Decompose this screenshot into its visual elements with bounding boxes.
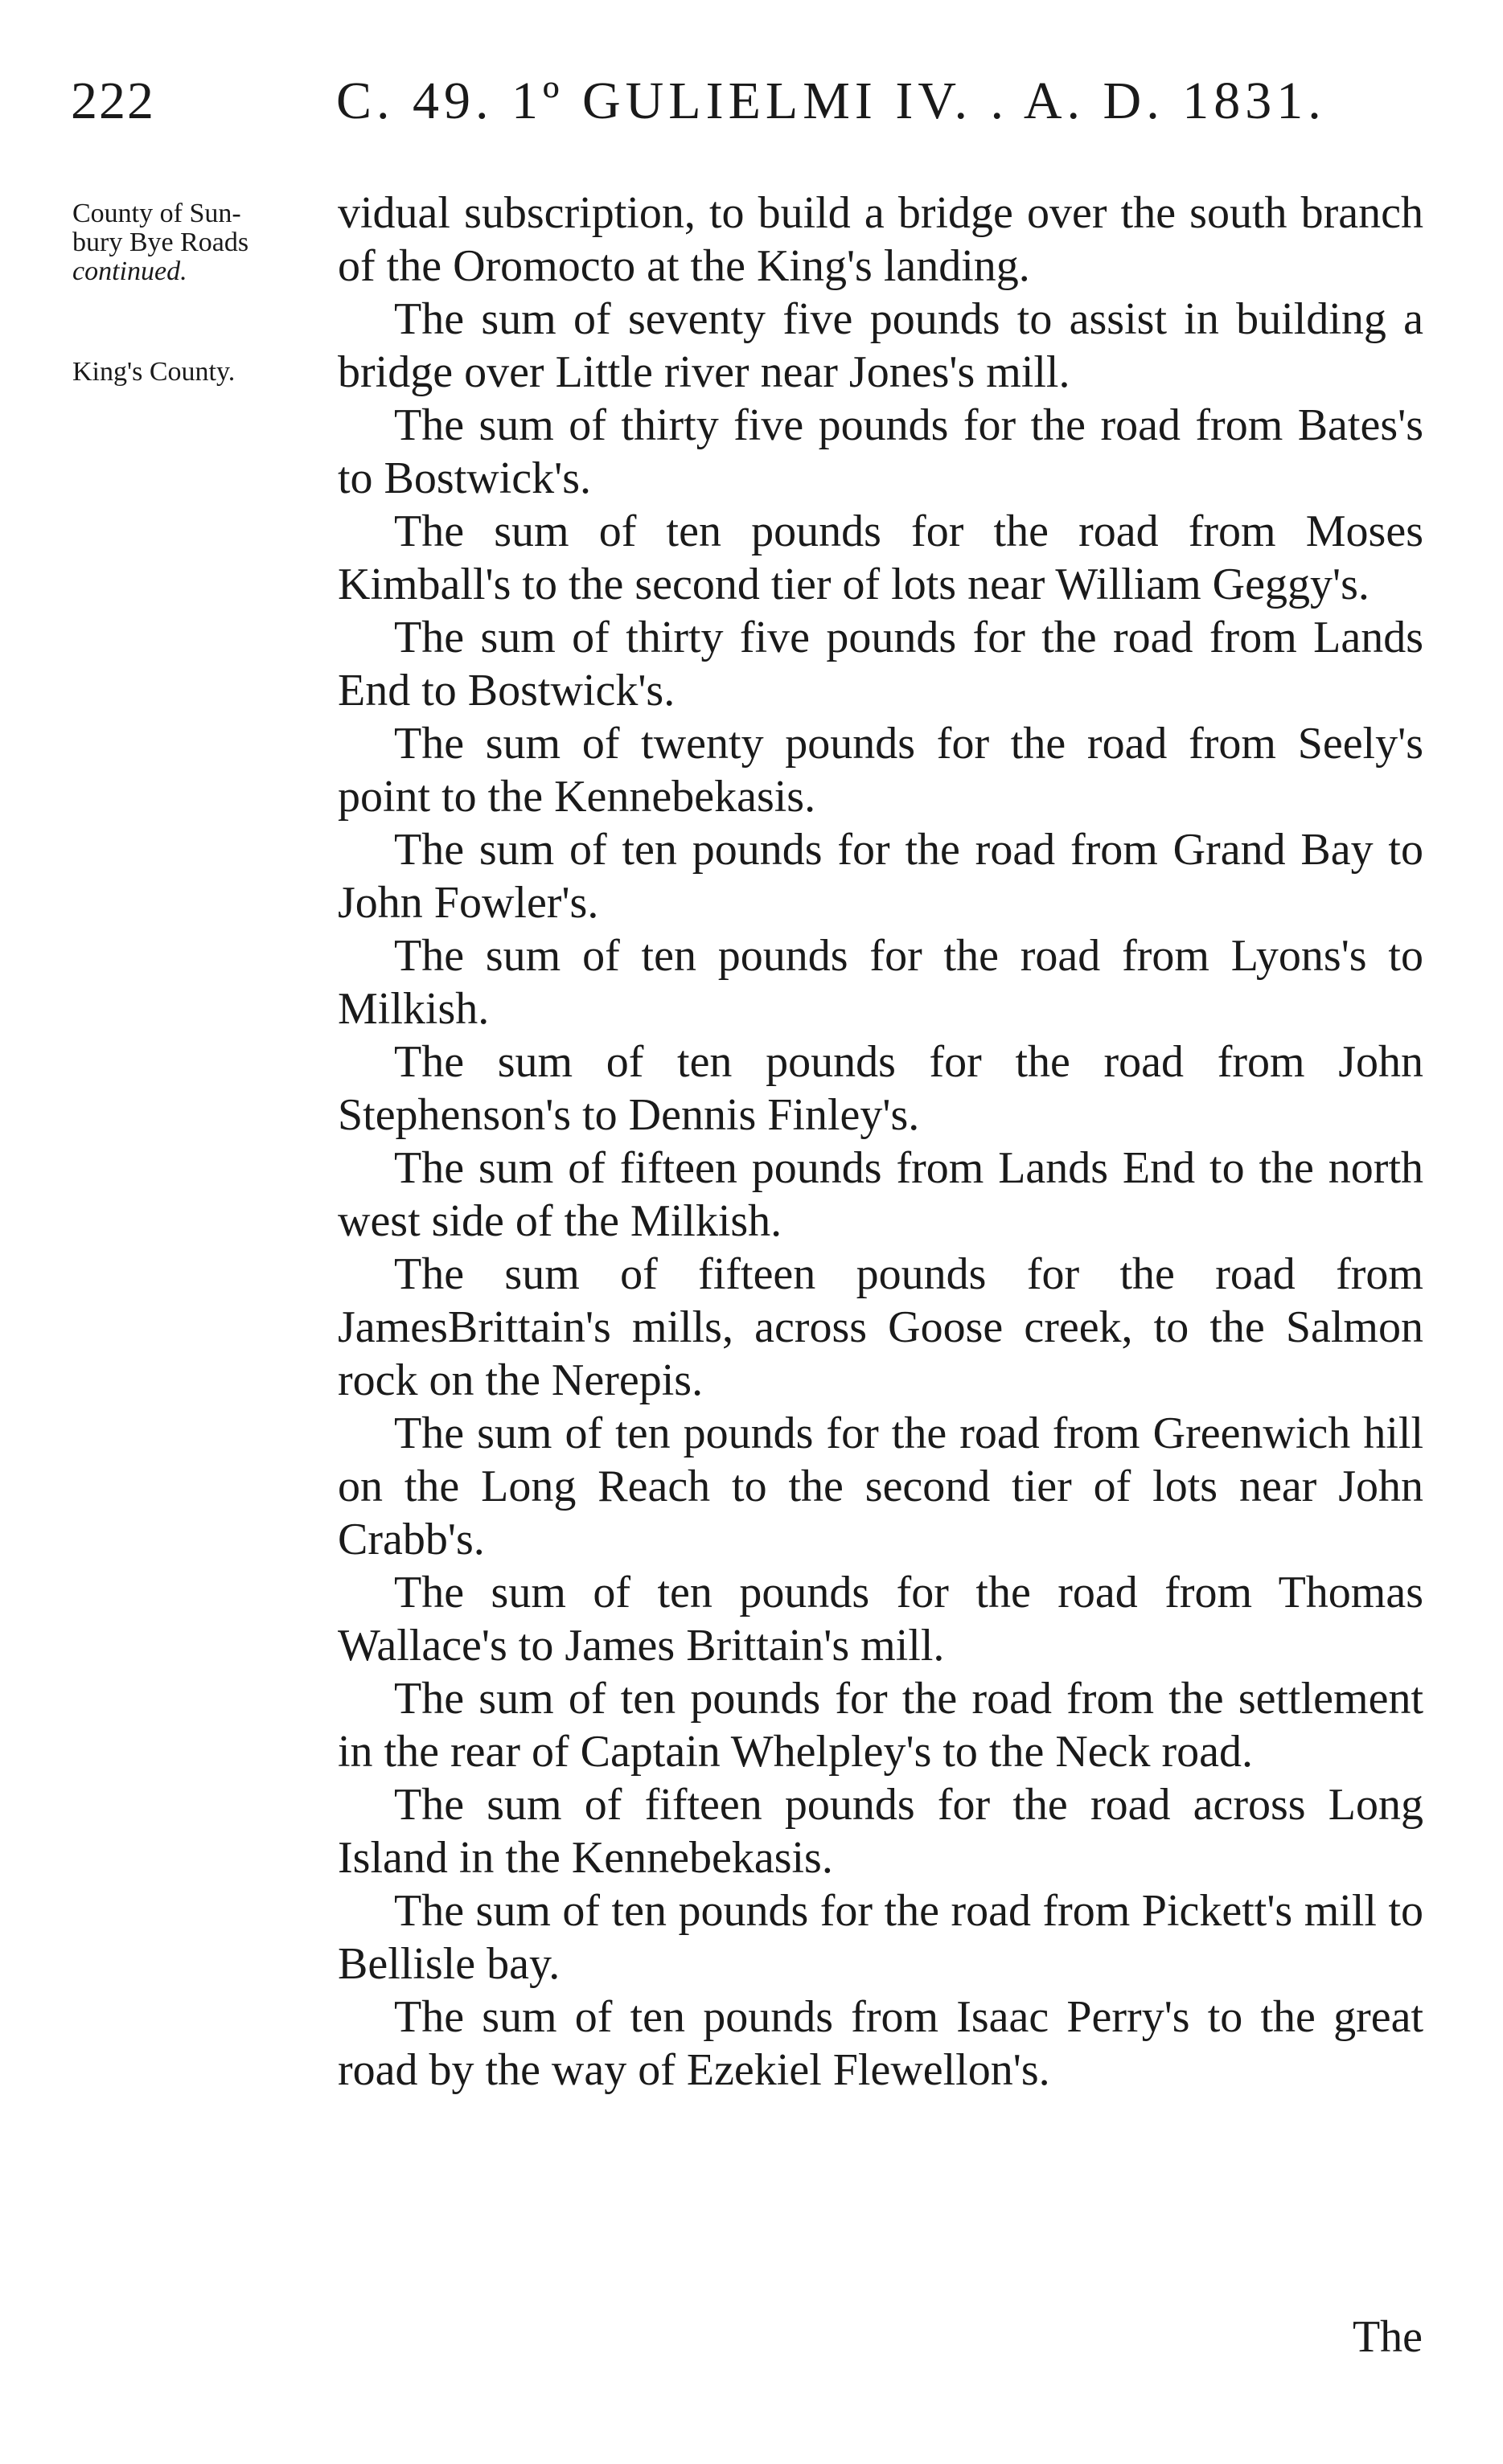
paragraph: The sum of ten pounds for the road from Grand Bay to John Fowler's. [338,825,1423,928]
paragraph: The sum of ten pounds from Isaac Perry's to the great road by the way of Ezekiel Flewellon's. [338,1992,1423,2095]
paragraph: The sum of ten pounds for the road from Lyons's to Milkish. [338,931,1423,1034]
margin-note-line: continued. [72,256,187,286]
paragraph: The sum of ten pounds for the road from Greenwich hill on the Long Reach to the second tier of lots near John Crabb's. [338,1408,1423,1564]
paragraph: The sum of fifteen pounds for the road across Long Island in the Kennebekasis. [338,1780,1423,1883]
paragraph: vidual subscription, to build a bridge over the south branch of the Oromocto at the King's landing. [338,188,1423,291]
running-title: C. 49. 1º GULIELMI IV. . A. D. 1831. [336,72,1326,130]
catchword: The [1352,2312,1423,2362]
margin-note-line: County of Sun- [72,199,241,228]
margin-note-kings-county [72,358,330,387]
paragraph: The sum of thirty five pounds for the road from Bates's to Bostwick's. [338,400,1423,503]
paragraph: The sum of fifteen pounds for the road from JamesBrittain's mills, across Goose creek, to the Salmon rock on the Nerepis. [338,1249,1423,1405]
paragraph: The sum of seventy five pounds to assist in building a bridge over Little river near Jones's mill. [338,294,1423,397]
margin-note-sunbury [72,199,330,286]
paragraph: The sum of ten pounds for the road from Thomas Wallace's to James Brittain's mill. [338,1568,1423,1671]
paragraph: The sum of ten pounds for the road from Pickett's mill to Bellisle bay. [338,1886,1423,1989]
paragraph: The sum of thirty five pounds for the road from Lands End to Bostwick's. [338,613,1423,715]
margin-note-line: King's County. [72,357,236,387]
paragraph: The sum of ten pounds for the road from the settlement in the rear of Captain Whelpley's to the Neck road. [338,1674,1423,1777]
paragraph: The sum of fifteen pounds from Lands End to the north west side of the Milkish. [338,1143,1423,1246]
body-text [338,187,1423,2097]
page-number: 222 [71,72,155,130]
margin-note-line: bury Bye Roads [72,228,249,257]
paragraph: The sum of ten pounds for the road from John Stephenson's to Dennis Finley's. [338,1037,1423,1140]
paragraph: The sum of twenty pounds for the road from Seely's point to the Kennebekasis. [338,719,1423,822]
paragraph: The sum of ten pounds for the road from Moses Kimball's to the second tier of lots near William Geggy's. [338,506,1423,609]
